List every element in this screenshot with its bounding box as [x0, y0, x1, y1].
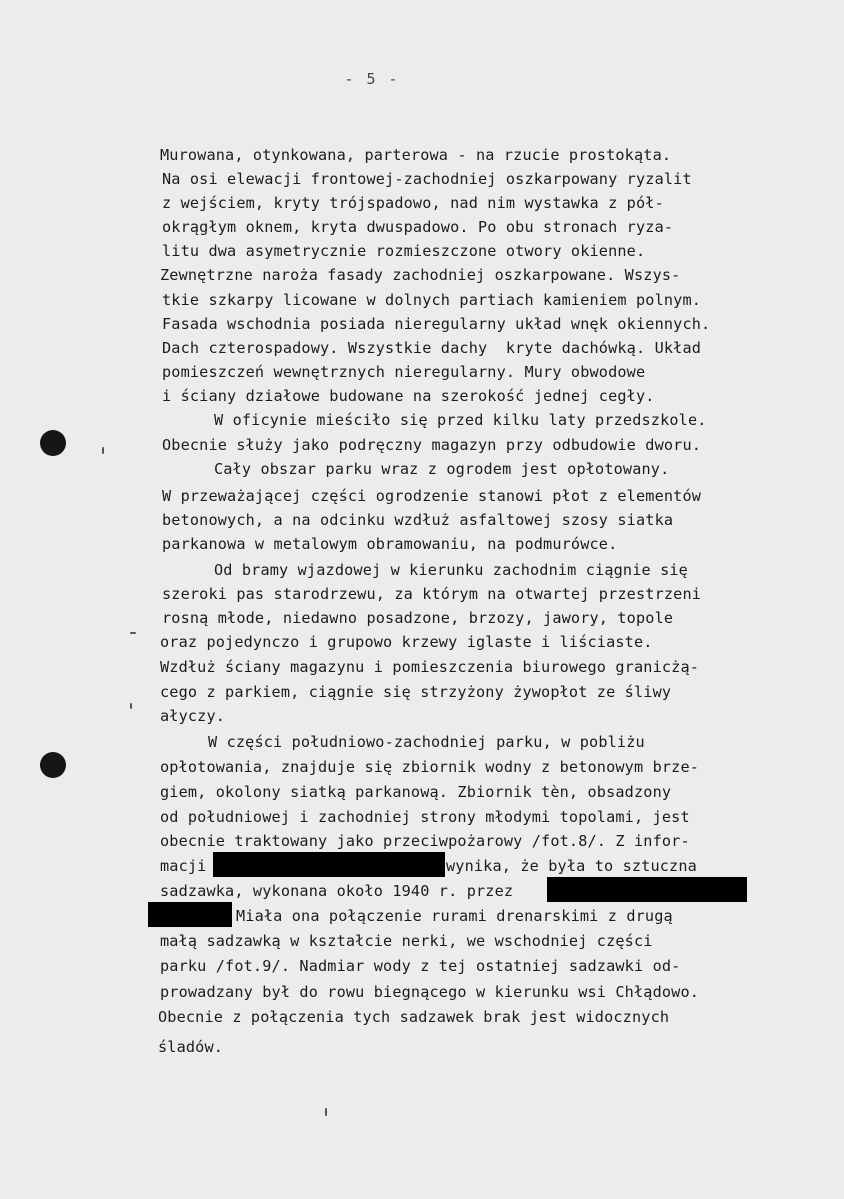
text-line: małą sadzawką w kształcie nerki, we wschodniej części [160, 932, 653, 950]
text-line: giem, okolony siatką parkanową. Zbiornik tèn, obsadzony [160, 783, 672, 801]
redaction-bar [148, 902, 232, 927]
text-line: pomieszczeń wewnętrznych nieregularny. Mury obwodowe [162, 363, 646, 381]
text-line: wynika, że była to sztuczna [446, 857, 697, 875]
text-line: z wejściem, kryty trójspadowo, nad nim wystawka z pół- [162, 194, 664, 212]
text-line: prowadzany był do rowu biegnącego w kierunku wsi Chłądowo. [160, 983, 700, 1001]
text-line: litu dwa asymetrycznie rozmieszczone otwory okienne. [162, 242, 646, 260]
text-line: Na osi elewacji frontowej-zachodniej oszkarpowany ryzalit [162, 170, 692, 188]
text-line: rosną młode, niedawno posadzone, brzozy, jawory, topole [162, 609, 674, 627]
text-line: szeroki pas starodrzewu, za którym na otwartej przestrzeni [162, 585, 702, 603]
text-line: parkanowa w metalowym obramowaniu, na podmurówce. [162, 535, 618, 553]
text-line: oraz pojedynczo i grupowo krzewy iglaste i liściaste. [160, 633, 653, 651]
text-line: betonowych, a na odcinku wzdłuż asfaltowej szosy siatka [162, 511, 674, 529]
text-line: Dach czterospadowy. Wszystkie dachy kryte dachówką. Układ [162, 339, 702, 357]
text-line: W przeważającej części ogrodzenie stanowi płot z elementów [162, 487, 702, 505]
text-line: Murowana, otynkowana, parterowa - na rzucie prostokąta. [160, 146, 672, 164]
text-line: cego z parkiem, ciągnie się strzyżony żywopłot ze śliwy [160, 683, 672, 701]
redaction-bar [213, 852, 445, 877]
text-line: W oficynie mieściło się przed kilku laty przedszkole. [214, 411, 707, 429]
text-line: ałyczy. [160, 707, 226, 725]
text-line: śladów. [158, 1038, 224, 1056]
text-line: i ściany działowe budowane na szerokość jednej cegły. [162, 387, 655, 405]
text-line: Obecnie służy jako podręczny magazyn przy odbudowie dworu. [162, 436, 702, 454]
text-line: od południowej i zachodniej strony młodymi topolami, jest [160, 808, 690, 826]
text-line: obecnie traktowany jako przeciwpożarowy /fot.8/. Z infor- [160, 832, 690, 850]
text-line: Wzdłuż ściany magazynu i pomieszczenia biurowego granicżą- [160, 658, 700, 676]
text-line: Cały obszar parku wraz z ogrodem jest opłotowany. [214, 460, 670, 478]
redaction-bar [547, 877, 747, 902]
text-line: Od bramy wjazdowej w kierunku zachodnim ciągnie się [214, 561, 688, 579]
text-line: tkie szkarpy licowane w dolnych partiach kamieniem polnym. [162, 291, 702, 309]
text-line: Miała ona połączenie rurami drenarskimi z drugą [236, 907, 673, 925]
text-line: opłotowania, znajduje się zbiornik wodny z betonowym brze- [160, 758, 700, 776]
page-number: - 5 - [344, 70, 400, 88]
text-line: sadzawka, wykonana około 1940 r. przez [160, 882, 514, 900]
text-line: parku /fot.9/. Nadmiar wody z tej ostatniej sadzawki od- [160, 957, 681, 975]
text-line: macji [160, 857, 207, 875]
text-line: Zewnętrzne naroża fasady zachodniej oszkarpowane. Wszys- [160, 266, 681, 284]
text-line: Fasada wschodnia posiada nieregularny układ wnęk okiennych. [162, 315, 711, 333]
text-line: okrągłym oknem, kryta dwuspadowo. Po obu stronach ryza- [162, 218, 674, 236]
text-line: W części południowo-zachodniej parku, w pobliżu [208, 733, 645, 751]
text-line: Obecnie z połączenia tych sadzawek brak jest widocznych [158, 1008, 670, 1026]
